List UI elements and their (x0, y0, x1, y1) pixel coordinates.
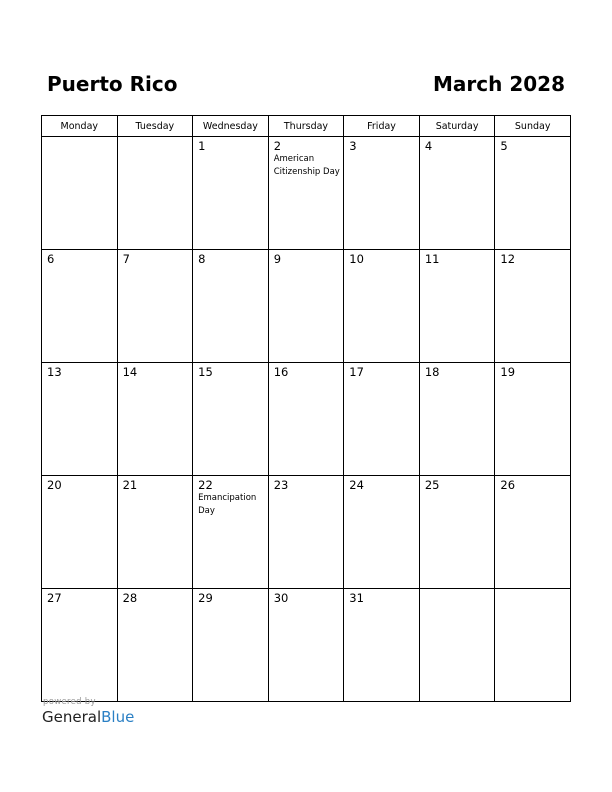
day-number: 24 (349, 478, 364, 492)
day-cell (117, 250, 193, 363)
day-cell (419, 250, 495, 363)
weekday-monday: Monday (42, 116, 118, 137)
weekday-friday: Friday (344, 116, 420, 137)
day-cell (42, 137, 118, 250)
day-cell (193, 589, 269, 702)
day-number: 21 (122, 478, 138, 492)
day-number: 31 (349, 591, 364, 605)
day-cell (419, 589, 495, 702)
day-number: 26 (500, 478, 516, 492)
day-number: 4 (424, 139, 433, 153)
holiday-label: Emancipation Day (198, 493, 257, 516)
day-number: 28 (122, 591, 138, 605)
day-cell (193, 137, 269, 250)
day-cell (344, 137, 420, 250)
day-number: 17 (349, 365, 364, 379)
day-cell (42, 250, 118, 363)
day-number: 25 (424, 478, 440, 492)
day-cell (117, 137, 193, 250)
week-row (42, 363, 571, 476)
day-number: 27 (47, 591, 62, 605)
day-number: 15 (198, 365, 213, 379)
day-cell (344, 589, 420, 702)
day-cell (117, 476, 193, 589)
day-cell (495, 363, 571, 476)
day-number: 14 (122, 365, 138, 379)
day-cell (193, 250, 269, 363)
day-cell (268, 589, 344, 702)
holiday-label: American Citizenship Day (273, 154, 340, 177)
day-cell (268, 476, 344, 589)
weekday-wednesday: Wednesday (193, 116, 269, 137)
weekday-sunday: Sunday (495, 116, 571, 137)
day-number: 11 (424, 252, 440, 266)
day-number: 3 (349, 139, 357, 153)
day-number: 6 (47, 252, 55, 266)
day-cell (268, 250, 344, 363)
month-year-title: March 2028 (433, 72, 565, 96)
day-cell (419, 363, 495, 476)
day-number: 1 (198, 139, 206, 153)
day-cell (344, 476, 420, 589)
weekday-saturday: Saturday (419, 116, 495, 137)
week-row (42, 476, 571, 589)
day-number: 9 (273, 252, 282, 266)
brand-general-text: General (42, 708, 102, 726)
day-number: 23 (273, 478, 289, 492)
day-cell (193, 476, 269, 589)
day-number: 12 (500, 252, 516, 266)
day-cell (495, 476, 571, 589)
day-number: 16 (273, 365, 289, 379)
day-cell (42, 589, 118, 702)
powered-by-label: powered by (43, 697, 96, 707)
day-cell (268, 363, 344, 476)
day-cell (268, 137, 344, 250)
day-cell (495, 250, 571, 363)
calendar-grid (41, 115, 571, 702)
day-cell (344, 363, 420, 476)
day-cell (42, 363, 118, 476)
country-title: Puerto Rico (47, 72, 178, 96)
day-number: 18 (424, 365, 440, 379)
weekday-header-row (42, 116, 571, 137)
day-cell (419, 476, 495, 589)
day-number: 13 (47, 365, 62, 379)
week-row (42, 137, 571, 250)
day-number: 8 (198, 252, 206, 266)
day-number: 10 (349, 252, 364, 266)
day-cell (495, 137, 571, 250)
day-number: 20 (47, 478, 62, 492)
day-cell (344, 250, 420, 363)
day-number: 5 (500, 139, 508, 153)
day-number: 2 (273, 139, 282, 153)
day-cell (193, 363, 269, 476)
day-number: 22 (198, 478, 213, 492)
day-cell (42, 476, 118, 589)
week-row (42, 589, 571, 702)
day-number: 30 (273, 591, 289, 605)
day-number: 7 (122, 252, 130, 266)
generalblue-logo[interactable] (42, 708, 134, 726)
day-number: 29 (198, 591, 213, 605)
day-cell (419, 137, 495, 250)
weekday-thursday: Thursday (268, 116, 344, 137)
brand-blue-text: Blue (101, 708, 135, 726)
day-cell (117, 589, 193, 702)
day-number: 19 (500, 365, 516, 379)
weekday-tuesday: Tuesday (117, 116, 193, 137)
day-cell (117, 363, 193, 476)
week-row (42, 250, 571, 363)
day-cell (495, 589, 571, 702)
